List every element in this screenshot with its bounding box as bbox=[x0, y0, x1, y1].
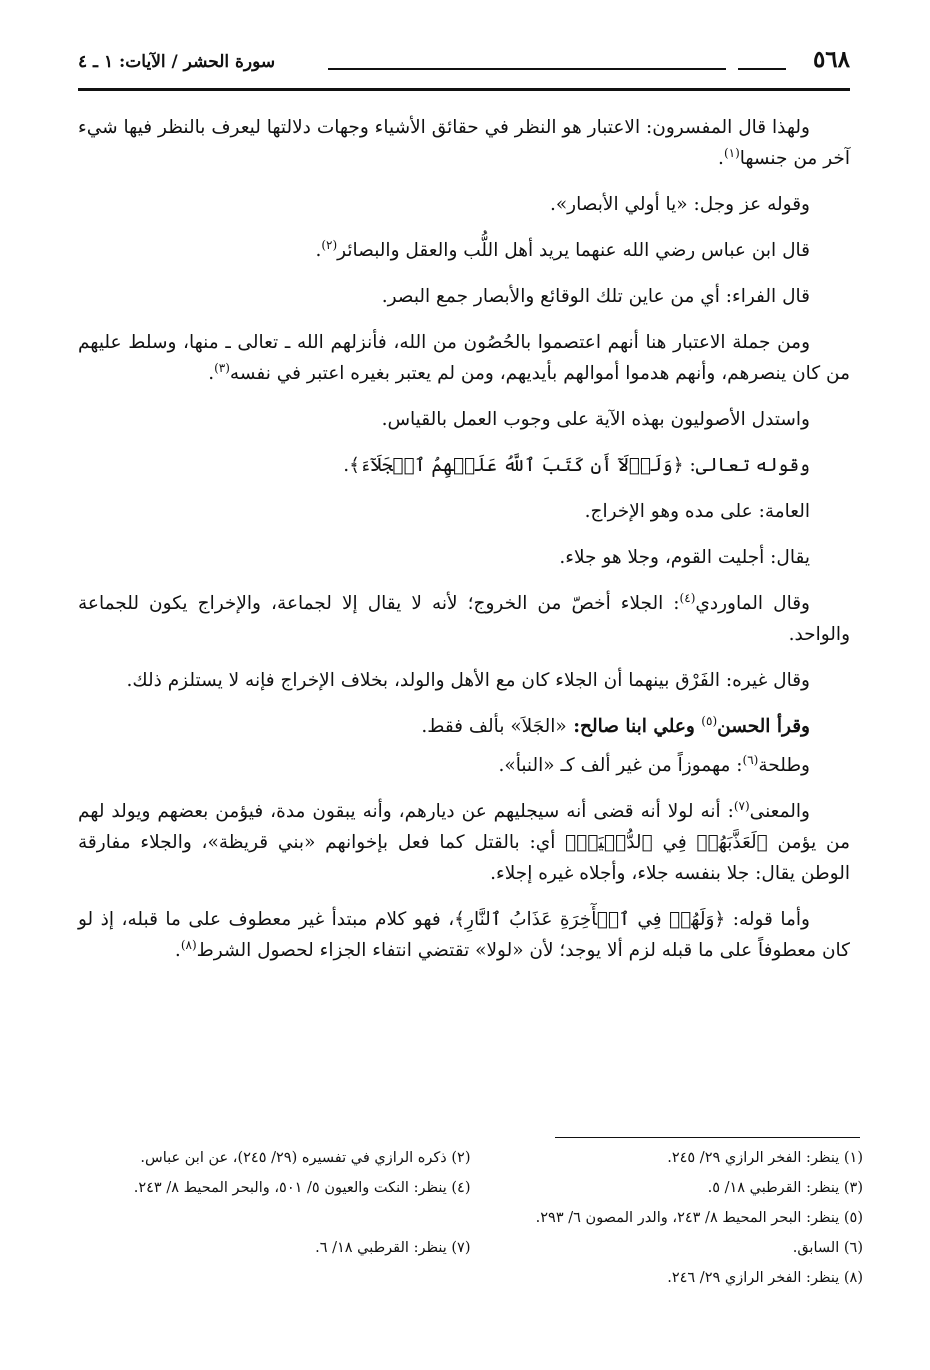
main-text bbox=[78, 112, 850, 981]
paragraph bbox=[78, 588, 850, 650]
page-number: ٥٦٨ bbox=[812, 46, 850, 73]
paragraph-text: وقال غيره: الفَرْق بينهما أن الجلاء كان مع الأهل والولد، بخلاف الإخراج فإنه لا يستلزم ذلك. bbox=[126, 670, 810, 691]
paragraph bbox=[78, 904, 850, 966]
paragraph-text: وقوله عز وجل: «يا أولي الأبصار». bbox=[549, 194, 810, 215]
header-rule bbox=[78, 88, 850, 91]
paragraph-text: قال ابن عباس رضي الله عنهما يريد أهل اللُّب والعقل والبصائر bbox=[337, 240, 810, 261]
paragraph bbox=[78, 281, 850, 312]
paragraph-text: : الجلاء أخصّ من الخروج؛ لأنه لا يقال إلا لجماعة، والإخراج يكون للجماعة والواحد. bbox=[78, 593, 850, 645]
footnote: (٨) ينظر: الفخر الرازي ٢٩/ ٢٤٦. bbox=[667, 1270, 863, 1286]
paragraph-text: . bbox=[315, 240, 322, 261]
footnote-row bbox=[78, 1268, 863, 1288]
paragraph-text: : أنه لولا أنه قضى أنه سيجليهم عن ديارهم، وأنه يبقون مدة، فيؤمن بعضهم ويولد لهم من يؤمن ﴿لَعَذَّبَهُمۡ فِي ٱلدُّنۡيَاۖ﴾ أي: بالقتل كما فعل بإخوانهم «بني قريظة»، والجلاء مفارقة الوطن يقال: جلا بنفسه جلاء، وأجلاه غيره إجلاء. bbox=[78, 801, 850, 884]
paragraph bbox=[78, 711, 850, 742]
paragraph bbox=[78, 450, 850, 481]
paragraph bbox=[78, 796, 850, 889]
header-divider-short bbox=[738, 68, 786, 70]
paragraph-text: وطلحة bbox=[758, 755, 810, 776]
paragraph bbox=[78, 235, 850, 266]
footnotes bbox=[78, 1148, 863, 1298]
paragraph-text: ومن جملة الاعتبار هنا أنهم اعتصموا بالحُصُون من الله، فأنزلهم الله ـ تعالى ـ منها، وسلط عليهم من كان ينصرهم، وأنهم هدموا أموالهم بأيديهم، ومن لم يعتبر بغيره اعتبر في نفسه bbox=[78, 332, 850, 384]
footnote: (٣) ينظر: القرطبي ١٨/ ٥. bbox=[707, 1180, 863, 1196]
paragraph-text: وقال الماوردي bbox=[695, 593, 810, 614]
paragraph-text: : مهموزاً من غير ألف كـ «النبأ». bbox=[498, 755, 743, 776]
paragraph-text: واستدل الأصوليون بهذه الآية على وجوب العمل بالقياس. bbox=[381, 409, 810, 430]
footnote: (٥) ينظر: البحر المحيط ٨/ ٢٤٣، والدر المصون ٦/ ٢٩٣. bbox=[535, 1210, 863, 1226]
footnote-mark: (٤) bbox=[679, 590, 696, 605]
paragraph-text: يقال: أجليت القوم، وجلا هو جلاء. bbox=[559, 547, 810, 568]
paragraph-text: . bbox=[208, 363, 215, 384]
footnote: (٦) السابق. bbox=[792, 1240, 863, 1256]
footnote: (٢) ذكره الرازي في تفسيره (٢٩/ ٢٤٥)، عن ابن عباس. bbox=[140, 1150, 471, 1166]
footnote-mark: (٦) bbox=[742, 752, 759, 767]
page-header bbox=[78, 42, 850, 92]
quran-verse: وقوله تعالى: ﴿وَلَوۡلَآ أَن كَتَبَ ٱللَّهُ عَلَيۡهِمُ ٱلۡجَلَآءَ﴾. bbox=[343, 455, 810, 476]
paragraph bbox=[78, 112, 850, 174]
reader-name: وقرأ الحسن bbox=[717, 716, 810, 737]
reader-name: وعلي ابنا صالح: bbox=[566, 716, 702, 737]
paragraph bbox=[78, 327, 850, 389]
footnote: (٧) ينظر: القرطبي ١٨/ ٦. bbox=[315, 1240, 471, 1256]
footnote-mark: (٥) bbox=[701, 713, 718, 728]
header-divider-long bbox=[328, 68, 726, 70]
footnote-mark: (٨) bbox=[180, 937, 197, 952]
paragraph bbox=[78, 496, 850, 527]
footnote-mark: (٢) bbox=[321, 237, 338, 252]
footnote-row bbox=[78, 1178, 863, 1198]
footnote-mark: (١) bbox=[723, 145, 740, 160]
paragraph-text: العامة: على مده وهو الإخراج. bbox=[584, 501, 810, 522]
paragraph bbox=[78, 542, 850, 573]
paragraph bbox=[78, 665, 850, 696]
paragraph bbox=[78, 404, 850, 435]
paragraph-text: والمعنى bbox=[749, 801, 810, 822]
paragraph-text: ولهذا قال المفسرون: الاعتبار هو النظر في حقائق الأشياء وجهات دلالتها ليعرف بالنظر فيها شيء آخر من جنسها bbox=[78, 117, 850, 169]
paragraph-text: قال الفراء: أي من عاين تلك الوقائع والأبصار جمع البصر. bbox=[381, 286, 810, 307]
paragraph bbox=[78, 189, 850, 220]
paragraph-text: وأما قوله: ﴿وَلَهُمۡ فِي ٱلۡأٓخِرَةِ عَذَابُ ٱلنَّارِ﴾، فهو كلام مبتدأ غير معطوف على ما قبله، إذ لو كان معطوفاً على ما قبله لزم ألا يوجد؛ لأن «لولا» تقتضي انتفاء الجزاء لحصول الشرط bbox=[78, 909, 850, 961]
footnote-row bbox=[78, 1148, 863, 1168]
paragraph-text: . bbox=[174, 940, 181, 961]
running-title: سورة الحشر / الآيات: ١ ـ ٤ bbox=[78, 52, 276, 72]
footnote-row bbox=[78, 1208, 863, 1228]
footnote-mark: (٣) bbox=[214, 360, 230, 375]
footnote: (٤) ينظر: النكت والعيون ٥/ ٥٠١، والبحر المحيط ٨/ ٢٤٣. bbox=[133, 1180, 471, 1196]
footnote-mark: (٧) bbox=[733, 798, 750, 813]
paragraph-text: . bbox=[718, 148, 724, 169]
footnote-separator bbox=[555, 1137, 860, 1138]
paragraph bbox=[78, 750, 850, 781]
footnote-row bbox=[78, 1238, 863, 1258]
footnote: (١) ينظر: الفخر الرازي ٢٩/ ٢٤٥. bbox=[667, 1150, 863, 1166]
paragraph-text: «الجَلاَ» بألف فقط. bbox=[421, 716, 567, 737]
